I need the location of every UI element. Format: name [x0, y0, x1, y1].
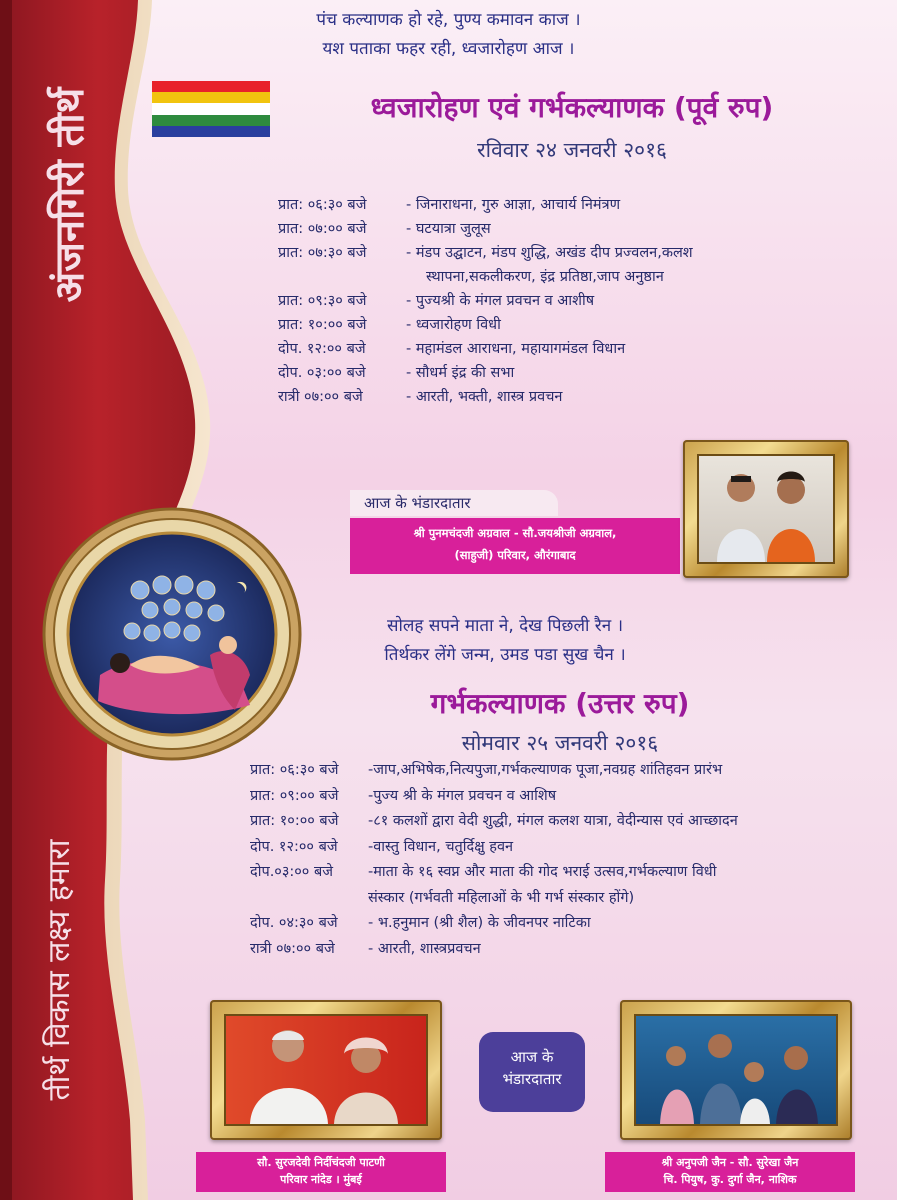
- schedule-time: रात्री ०७:०० बजे: [278, 389, 363, 405]
- schedule-time: दोप. ०३:०० बजे: [278, 365, 366, 381]
- schedule-row: [278, 313, 838, 337]
- schedule-time: दोप. ०४:३० बजे: [250, 915, 338, 931]
- schedule-desc: -८१ कलशों द्वारा वेदी शुद्धी, मंगल कलश यात्रा, वेदीन्यास एवं आच्छादन: [368, 813, 738, 829]
- schedule-desc: - जिनाराधना, गुरु आज्ञा, आचार्य निमंत्रण: [406, 197, 621, 213]
- schedule-day1: [278, 193, 838, 409]
- tagline-vertical: तीर्थ विकास लक्ष्य हमारा: [42, 839, 77, 1101]
- donor-left-line-1: सौ. सुरजदेवी निर्दीचंदजी पाटणी: [257, 1156, 385, 1169]
- donor-couple-photo-left: [226, 1016, 426, 1124]
- donor-photo-frame-day1: [683, 440, 849, 578]
- couplet-middle: [150, 612, 860, 670]
- donor-badge-day2: [479, 1032, 585, 1112]
- schedule-day2: [250, 758, 870, 962]
- schedule-time: प्रात: ०९:३० बजे: [278, 293, 367, 309]
- section1-title: ध्वजारोहण एवं गर्भकल्याणक (पूर्व रुप): [370, 91, 774, 124]
- donor-names-day1: [350, 518, 680, 574]
- schedule-desc: - आरती, शास्त्रप्रवचन: [368, 940, 481, 957]
- schedule-desc: -वास्तु विधान, चतुर्दिक्षु हवन: [368, 838, 514, 855]
- schedule-time: प्रात: ०७:३० बजे: [278, 245, 367, 261]
- donor-right-line-2: चि. पियुष, कु. दुर्गा जैन, नाशिक: [663, 1173, 797, 1186]
- schedule-time: प्रात: ०६:३० बजे: [250, 762, 339, 778]
- schedule-time: प्रात: ०७:०० बजे: [278, 221, 367, 237]
- schedule-time: प्रात: १०:०० बजे: [250, 813, 339, 829]
- schedule-row: [250, 911, 870, 937]
- schedule-time: प्रात: १०:०० बजे: [278, 317, 367, 333]
- schedule-desc: - मंडप उद्घाटन, मंडप शुद्धि, अखंड दीप प्रज्वलन,कलश: [406, 245, 693, 261]
- couplet-top: [0, 6, 897, 64]
- tirth-name-vertical: अंजनगिरी तीर्थ: [47, 87, 93, 303]
- schedule-row: [278, 193, 838, 217]
- donor-day1-line-1: श्री पुनमचंदजी अग्रवाल - सौ.जयश्रीजी अग्रवाल,: [413, 526, 617, 540]
- couplet-middle-line-2: तिर्थकर लेंगे जन्म, उमड पडा सुख चैन ।: [384, 645, 626, 665]
- schedule-row: [250, 937, 870, 963]
- schedule-row: [278, 289, 838, 313]
- schedule-desc: - पुज्यश्री के मंगल प्रवचन व आशीष: [406, 293, 595, 309]
- schedule-time: दोप. १२:०० बजे: [250, 838, 338, 855]
- schedule-desc: -पुज्य श्री के मंगल प्रवचन व आशिष: [368, 787, 557, 804]
- donor-couple-photo: [699, 456, 833, 562]
- schedule-time: दोप.०३:०० बजे: [250, 864, 333, 880]
- section1-date: रविवार २४ जनवरी २०१६: [477, 138, 667, 162]
- donor-left-line-2: परिवार नांदेड । मुंबई: [280, 1173, 362, 1186]
- schedule-desc: - सौधर्म इंद्र की सभा: [406, 365, 515, 381]
- schedule-row: [278, 361, 838, 385]
- donor-day1-line-2: (साहुजी) परिवार, औरंगाबाद: [454, 548, 576, 562]
- schedule-row: [250, 758, 870, 784]
- schedule-row: [278, 385, 838, 409]
- section2-title: गर्भकल्याणक (उत्तर रुप): [430, 687, 690, 720]
- schedule-desc: - ध्वजारोहण विधी: [406, 317, 501, 333]
- donor-names-right: [605, 1152, 855, 1192]
- donor-family-photo-right: [636, 1016, 836, 1124]
- donor-photo-frame-right: [620, 1000, 852, 1140]
- donor-right-line-1: श्री अनुपजी जैन - सौ. सुरेखा जैन: [661, 1156, 799, 1169]
- couplet-middle-line-1: सोलह सपने माता ने, देख पिछली रैन ।: [386, 616, 624, 636]
- schedule-desc: - महामंडल आराधना, महायागमंडल विधान: [406, 341, 626, 357]
- schedule-desc: - घटयात्रा जुलूस: [406, 221, 491, 237]
- schedule-row: [250, 860, 870, 886]
- schedule-time: प्रात: ०६:३० बजे: [278, 197, 367, 213]
- badge-line-2: भंडारदातार: [502, 1070, 562, 1088]
- schedule-desc: -जाप,अभिषेक,नित्यपुजा,गर्भकल्याणक पूजा,नवग्रह शांतिहवन प्रारंभ: [368, 762, 723, 778]
- schedule-row: [250, 809, 870, 835]
- schedule-row: [250, 835, 870, 861]
- schedule-row: [278, 241, 838, 265]
- schedule-time: रात्री ०७:०० बजे: [250, 940, 335, 957]
- schedule-row: [278, 217, 838, 241]
- couplet-top-line-2: यश पताका फहर रही, ध्वजारोहण आज ।: [322, 39, 575, 59]
- schedule-row: [250, 784, 870, 810]
- schedule-desc-continued: स्थापना,सकलीकरण, इंद्र प्रतिष्ठा,जाप अनुष्ठान: [426, 269, 664, 285]
- schedule-row: [278, 337, 838, 361]
- schedule-desc: -माता के १६ स्वप्न और माता की गोद भराई उत्सव,गर्भकल्याण विधी: [368, 864, 717, 880]
- donor-photo-frame-left: [210, 1000, 442, 1140]
- donor-names-left: [196, 1152, 446, 1192]
- schedule-time: प्रात: ०९:०० बजे: [250, 787, 339, 804]
- couplet-top-line-1: पंच कल्याणक हो रहे, पुण्य कमावन काज ।: [316, 10, 581, 30]
- jain-flag-icon: [152, 81, 270, 137]
- schedule-desc: - भ.हनुमान (श्री शैल) के जीवनपर नाटिका: [368, 915, 591, 931]
- schedule-time: दोप. १२:०० बजे: [278, 341, 366, 357]
- section2-date: सोमवार २५ जनवरी २०१६: [461, 731, 659, 755]
- donor-label-day1: आज के भंडारदातार: [350, 490, 558, 516]
- schedule-desc: - आरती, भक्ती, शास्त्र प्रवचन: [406, 389, 563, 405]
- badge-line-1: आज के: [510, 1048, 554, 1066]
- schedule-desc-continued: संस्कार (गर्भवती महिलाओं के भी गर्भ संस्कार होंगे): [368, 889, 635, 906]
